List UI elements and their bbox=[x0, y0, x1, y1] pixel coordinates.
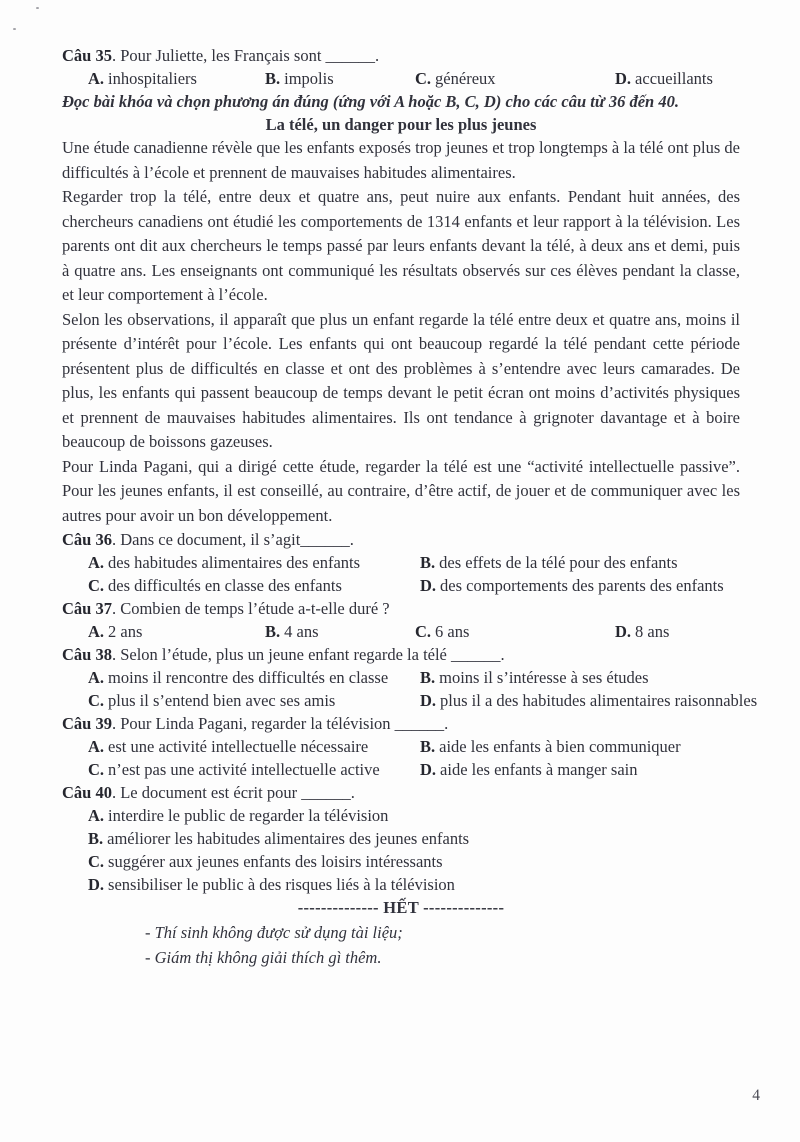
option-letter: D. bbox=[615, 69, 632, 88]
option-letter: B. bbox=[420, 553, 436, 572]
option-text: impolis bbox=[284, 69, 334, 88]
option-letter: D. bbox=[420, 760, 437, 779]
option-letter: C. bbox=[415, 69, 432, 88]
option-text: aide les enfants à bien communiquer bbox=[439, 737, 681, 756]
option-letter: B. bbox=[265, 69, 281, 88]
option-letter: C. bbox=[88, 760, 105, 779]
option-text: sensibiliser le public à des risques liés à la télévision bbox=[108, 875, 455, 894]
option-text: plus il s’entend bien avec ses amis bbox=[108, 691, 336, 710]
option-letter: D. bbox=[420, 691, 437, 710]
question-39-stem bbox=[62, 712, 740, 735]
option-b bbox=[88, 827, 740, 850]
question-stem-text: . Selon l’étude, plus un jeune enfant regarde la télé ______. bbox=[111, 645, 505, 664]
question-38-options bbox=[62, 666, 758, 712]
option-c bbox=[88, 689, 420, 712]
option-letter: A. bbox=[88, 806, 105, 825]
option-a bbox=[88, 735, 420, 758]
option-d bbox=[88, 873, 740, 896]
option-c bbox=[88, 758, 420, 781]
option-text: interdire le public de regarder la télévision bbox=[108, 806, 389, 825]
question-stem-text: . Pour Linda Pagani, regarder la télévision ______. bbox=[111, 714, 449, 733]
option-text: moins il rencontre des difficultés en classe bbox=[108, 668, 389, 687]
option-text: généreux bbox=[435, 69, 496, 88]
reading-instruction: Đọc bài khóa và chọn phương án đúng (ứng với A hoặc B, C, D) cho các câu từ 36 đến 40. bbox=[62, 92, 679, 111]
option-text: 2 ans bbox=[108, 622, 143, 641]
question-block-37 bbox=[62, 597, 740, 643]
scan-artifact bbox=[36, 7, 39, 9]
question-block-39 bbox=[62, 712, 740, 781]
question-35-stem bbox=[62, 44, 740, 67]
option-text: 8 ans bbox=[635, 622, 670, 641]
option-c bbox=[88, 850, 740, 873]
question-stem-text: . Dans ce document, il s’agit______. bbox=[111, 530, 354, 549]
question-40-stem bbox=[62, 781, 740, 804]
option-c bbox=[415, 67, 615, 90]
option-letter: A. bbox=[88, 69, 105, 88]
question-39-options bbox=[62, 735, 740, 781]
option-letter: C. bbox=[415, 622, 432, 641]
passage-paragraph: Selon les observations, il apparaît que plus un enfant regarde la télé entre deux et quatre ans, moins il présente d’intérêt pour l’école. Les enfants qui ont beaucoup regardé la télé pendant cette période présentent plus de difficultés en classe et ont des problèmes à s’entendre avec leurs camarades. De plus, les enfants qui passent beaucoup de temps devant le petit écran ont moins d’activités physiques et prennent de mauvaises habitudes alimentaires. Ils ont tendance à grignoter davantage et à boire beaucoup de boissons gazeuses. bbox=[62, 309, 740, 451]
option-b bbox=[420, 735, 740, 758]
option-b bbox=[420, 551, 740, 574]
option-text: accueillants bbox=[635, 69, 713, 88]
option-letter: A. bbox=[88, 553, 105, 572]
question-38-stem bbox=[62, 643, 740, 666]
option-b bbox=[265, 67, 415, 90]
question-label: Câu 37 bbox=[62, 599, 112, 618]
option-letter: A. bbox=[88, 737, 105, 756]
option-letter: B. bbox=[420, 668, 436, 687]
question-block-38 bbox=[62, 643, 758, 712]
option-letter: C. bbox=[88, 576, 105, 595]
question-stem-text: . Pour Juliette, les Français sont ______. bbox=[111, 46, 380, 65]
option-d bbox=[420, 574, 740, 597]
option-text: des comportements des parents des enfants bbox=[440, 576, 724, 595]
option-d bbox=[615, 67, 740, 90]
question-36-options bbox=[62, 551, 740, 597]
option-b bbox=[420, 666, 757, 689]
option-letter: B. bbox=[265, 622, 281, 641]
option-text: n’est pas une activité intellectuelle active bbox=[108, 760, 380, 779]
exam-note: - Thí sinh không được sử dụng tài liệu; bbox=[145, 923, 403, 942]
option-text: moins il s’intéresse à ses études bbox=[439, 668, 649, 687]
option-text: 4 ans bbox=[284, 622, 319, 641]
option-text: est une activité intellectuelle nécessaire bbox=[108, 737, 369, 756]
option-letter: D. bbox=[420, 576, 437, 595]
option-c bbox=[415, 620, 615, 643]
passage-paragraph: Une étude canadienne révèle que les enfants exposés trop jeunes et trop longtemps à la télé ont plus de difficultés à l’école et prennent de mauvaises habitudes alimentaires. bbox=[62, 138, 740, 182]
option-d bbox=[420, 758, 740, 781]
option-a bbox=[88, 666, 420, 689]
passage-title: La télé, un danger pour les plus jeunes bbox=[265, 115, 537, 134]
question-label: Câu 39 bbox=[62, 714, 112, 733]
option-text: des habitudes alimentaires des enfants bbox=[108, 553, 361, 572]
question-block-35 bbox=[62, 44, 740, 90]
page-number: 4 bbox=[752, 1087, 760, 1104]
option-letter: C. bbox=[88, 852, 105, 871]
option-letter: A. bbox=[88, 668, 105, 687]
option-a bbox=[88, 804, 740, 827]
question-label: Câu 38 bbox=[62, 645, 112, 664]
option-b bbox=[265, 620, 415, 643]
option-a bbox=[88, 620, 265, 643]
question-36-stem bbox=[62, 528, 740, 551]
option-text: des effets de la télé pour des enfants bbox=[439, 553, 678, 572]
option-letter: C. bbox=[88, 691, 105, 710]
option-letter: D. bbox=[88, 875, 105, 894]
option-letter: B. bbox=[88, 829, 104, 848]
option-letter: D. bbox=[615, 622, 632, 641]
option-a bbox=[88, 67, 265, 90]
scan-artifact bbox=[13, 28, 16, 30]
exam-note: - Giám thị không giải thích gì thêm. bbox=[145, 948, 382, 967]
question-37-options bbox=[62, 620, 740, 643]
end-marker: -------------- HẾT -------------- bbox=[297, 898, 505, 917]
option-d bbox=[615, 620, 740, 643]
option-text: plus il a des habitudes alimentaires raisonnables bbox=[440, 691, 758, 710]
option-c bbox=[88, 574, 420, 597]
question-40-options bbox=[62, 804, 740, 896]
passage-paragraph: Pour Linda Pagani, qui a dirigé cette étude, regarder la télé est une “activité intellectuelle passive”. Pour les jeunes enfants, il est conseillé, au contraire, d’être actif, de jouer et de communiquer avec les autres pour avoir un bon développement. bbox=[62, 456, 740, 525]
option-letter: B. bbox=[420, 737, 436, 756]
option-a bbox=[88, 551, 420, 574]
option-text: des difficultés en classe des enfants bbox=[108, 576, 342, 595]
question-label: Câu 36 bbox=[62, 530, 112, 549]
question-stem-text: . Combien de temps l’étude a-t-elle duré ? bbox=[111, 599, 390, 618]
option-text: inhospitaliers bbox=[108, 69, 197, 88]
option-letter: A. bbox=[88, 622, 105, 641]
option-text: suggérer aux jeunes enfants des loisirs intéressants bbox=[108, 852, 443, 871]
question-35-options bbox=[62, 67, 740, 90]
question-stem-text: . Le document est écrit pour ______. bbox=[111, 783, 355, 802]
option-text: 6 ans bbox=[435, 622, 470, 641]
question-37-stem bbox=[62, 597, 740, 620]
option-text: aide les enfants à manger sain bbox=[440, 760, 638, 779]
option-d bbox=[420, 689, 757, 712]
question-label: Câu 35 bbox=[62, 46, 112, 65]
question-block-36 bbox=[62, 528, 740, 597]
option-text: améliorer les habitudes alimentaires des jeunes enfants bbox=[107, 829, 470, 848]
question-label: Câu 40 bbox=[62, 783, 112, 802]
passage-paragraph: Regarder trop la télé, entre deux et quatre ans, peut nuire aux enfants. Pendant huit années, des chercheurs canadiens ont étudié les comportements de 1314 enfants et leur rapport à la télévision. Les parents ont dit aux chercheurs le temps passé par leurs enfants devant la télé, à deux ans et demi, puis à quatre ans. Les enseignants ont communiqué les résultats observés sur ces élèves pendant la classe, et leur comportement à l’école. bbox=[62, 187, 740, 304]
question-block-40 bbox=[62, 781, 740, 896]
